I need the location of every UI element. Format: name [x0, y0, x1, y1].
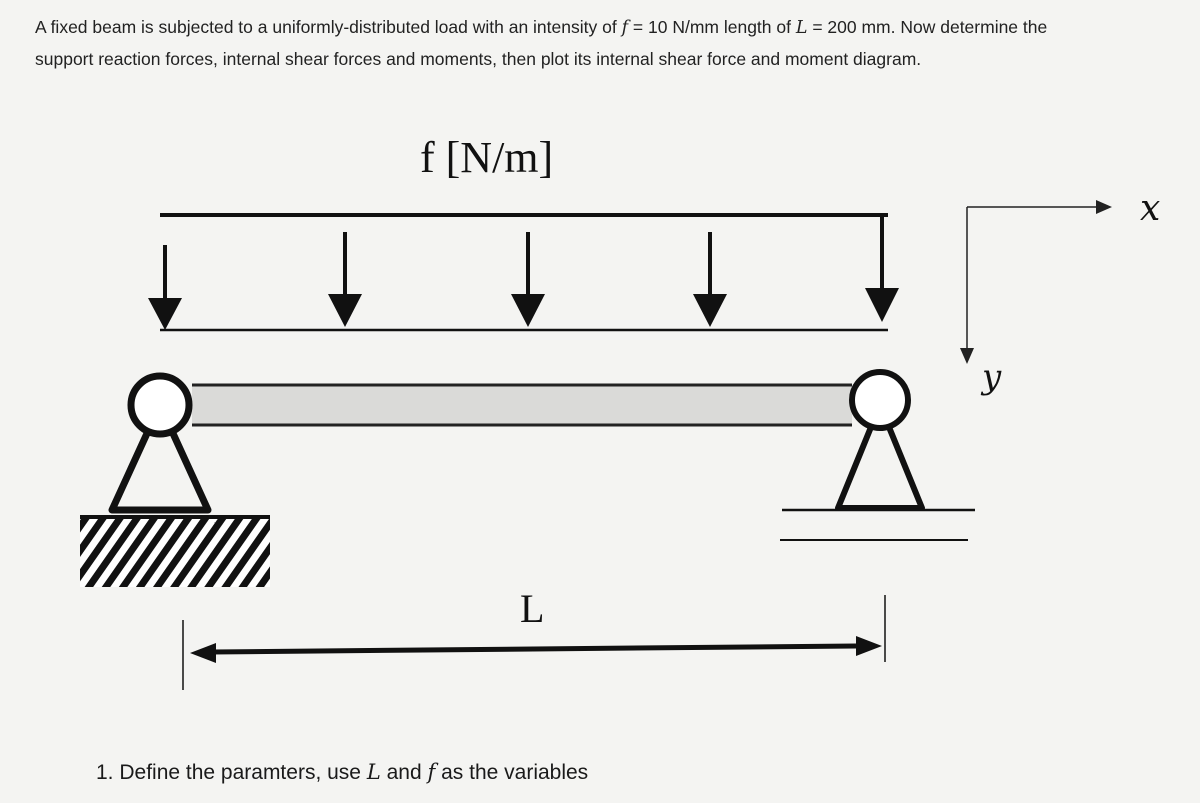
problem-text-segment: = 10 N/mm length of	[628, 17, 796, 37]
problem-text-segment: = 200 mm. Now determine the	[807, 17, 1048, 37]
axis-y-label: y	[982, 357, 1002, 397]
left-pin	[131, 376, 189, 434]
axis-x-label: x	[1140, 188, 1161, 229]
symbol-f: f	[621, 18, 629, 38]
load-label: f [N/m]	[420, 133, 554, 182]
right-pin	[852, 372, 908, 428]
task-text-segment: and	[380, 761, 428, 784]
load-arrow	[148, 245, 182, 330]
load-arrow	[865, 217, 899, 322]
load-arrow	[693, 232, 727, 327]
load-arrow	[328, 232, 362, 327]
task-text-segment: as the variables	[435, 761, 589, 784]
task-text-segment: 1. Define the paramters, use	[96, 761, 367, 784]
beam	[192, 385, 852, 425]
problem-line-2: support reaction forces, internal shear forces and moments, then plot its internal shear force and moment diagram.	[35, 49, 922, 69]
load-arrows	[148, 217, 899, 330]
variable-L: L	[366, 760, 381, 784]
length-label: L	[520, 586, 545, 631]
ground-hatch	[80, 517, 270, 587]
symbol-L: L	[795, 18, 808, 38]
problem-text-segment: A fixed beam is subjected to a uniformly-distributed load with an intensity of	[35, 17, 622, 37]
coordinate-axes	[960, 200, 1112, 364]
variable-f: f	[427, 760, 436, 784]
load-arrow	[511, 232, 545, 327]
task-instruction	[96, 760, 588, 785]
